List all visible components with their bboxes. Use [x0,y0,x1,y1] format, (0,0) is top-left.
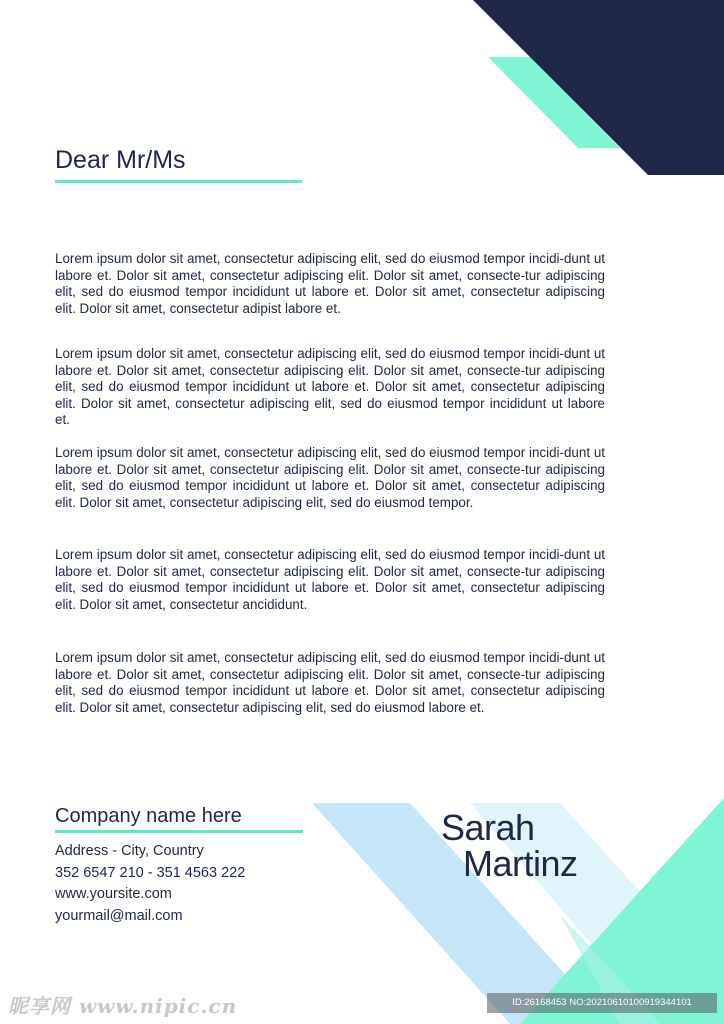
body-paragraph-1: Lorem ipsum dolor sit amet, consectetur adipiscing elit, sed do eiusmod tempor incidi-dunt ut labore et. Dolor sit amet, consectetur adipiscing elit. Dolor sit amet, consecte-tur adipiscing elit, sed do eiusmod tempor incididunt ut labore et. Dolor sit amet, consectetur adipiscing elit. Dolor sit amet, consectetur adipist labore et. [55,251,605,316]
company-name: Company name here [55,805,242,827]
top-navy-triangle [473,0,724,175]
signature-last-name: Martinz [463,843,578,884]
salutation-underline [55,180,302,183]
body-paragraph-4: Lorem ipsum dolor sit amet, consectetur adipiscing elit, sed do eiusmod tempor incidi-dunt ut labore et. Dolor sit amet, consectetur adipiscing elit. Dolor sit amet, consecte-tur adipiscing elit, sed do eiusmod tempor incididunt ut labore et. Dolor sit amet, consectetur adipiscing elit. Dolor sit amet, consectetur ancididunt. [55,547,605,612]
body-paragraph-5: Lorem ipsum dolor sit amet, consectetur adipiscing elit, sed do eiusmod tempor incidi-dunt ut labore et. Dolor sit amet, consectetur adipiscing elit. Dolor sit amet, consecte-tur adipiscing elit, sed do eiusmod tempor incididunt ut labore et. Dolor sit amet, consectetur adipiscing elit. Dolor sit amet, consectetur adipiscing elit, sed do eiusmod labore et. [55,650,605,715]
image-id-bar: ID:26168453 NO:20210610100919344101 [487,993,717,1013]
contact-email[interactable]: yourmail@mail.com [55,907,183,924]
contact-website[interactable]: www.yoursite.com [55,886,172,902]
contact-list [55,841,245,927]
signature [441,807,578,884]
body-paragraph-3: Lorem ipsum dolor sit amet, consectetur adipiscing elit, sed do eiusmod tempor incidi-dunt ut labore et. Dolor sit amet, consectetur adipiscing elit. Dolor sit amet, consecte-tur adipiscing elit, sed do eiusmod tempor incididunt ut labore et. Dolor sit amet, consectetur adipiscing elit. Dolor sit amet, consectetur adipiscing elit, sed do eiusmod tempor. [55,445,605,510]
company-underline [55,830,303,833]
contact-phone: 352 6547 210 - 351 4563 222 [55,864,246,881]
salutation: Dear Mr/Ms [55,146,186,174]
site-watermark: 昵享网 www.nipic.cn [8,994,238,1018]
contact-address: Address - City, Country [55,843,204,859]
body-paragraph-2: Lorem ipsum dolor sit amet, consectetur adipiscing elit, sed do eiusmod tempor incidi-dunt ut labore et. Dolor sit amet, consectetur adipiscing elit. Dolor sit amet, consecte-tur adipiscing elit, sed do eiusmod tempor incididunt ut labore et. Dolor sit amet, consectetur adipiscing elit. Dolor sit amet, consectetur adipiscing elit, sed do eiusmod tempor incididunt ut labore et. [55,346,605,427]
signature-first-name: Sarah [441,807,535,848]
